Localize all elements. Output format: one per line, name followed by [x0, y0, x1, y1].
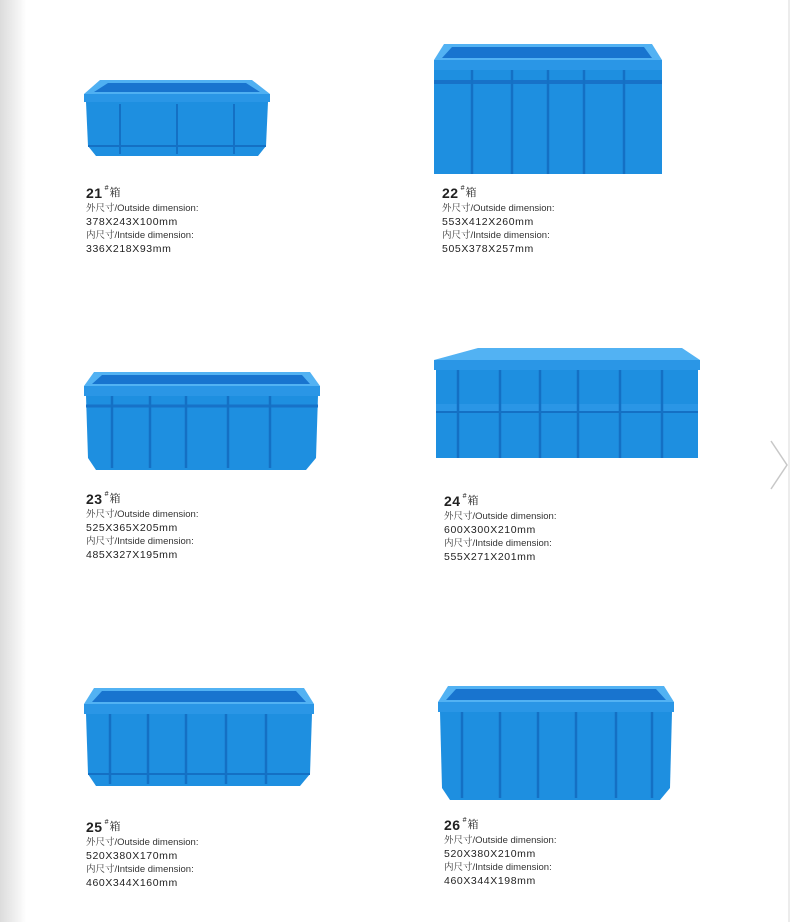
number-sign: # — [462, 817, 467, 824]
product-number: 21 — [86, 185, 103, 201]
product-number: 23 — [86, 491, 103, 507]
number-sign: # — [104, 185, 109, 192]
number-sign: # — [104, 491, 109, 498]
product-number: 22 — [442, 185, 459, 201]
inside-dimension-label: 内尺寸/Intside dimension: — [444, 862, 552, 873]
product-spec-22 — [442, 186, 554, 258]
outside-dimension-label: 外尺寸/Outside dimension: — [444, 511, 557, 522]
product-number: 25 — [86, 819, 103, 835]
inside-dimension-label: 内尺寸/Intside dimension: — [86, 230, 194, 241]
inside-dimension-value: 505X378X257mm — [442, 242, 534, 255]
crate-image-25 — [80, 686, 318, 790]
product-kind: 箱 — [109, 493, 121, 505]
crate-image-22 — [430, 40, 666, 180]
inside-dimension-label: 内尺寸/Intside dimension: — [86, 864, 194, 875]
product-kind: 箱 — [467, 819, 479, 831]
product-spec-21 — [86, 186, 198, 258]
product-number: 24 — [444, 493, 461, 509]
crate-image-26 — [434, 684, 678, 806]
product-kind: 箱 — [465, 187, 477, 199]
inside-dimension-value: 460X344X160mm — [86, 876, 178, 889]
outside-dimension-label: 外尺寸/Outside dimension: — [442, 203, 555, 214]
inside-dimension-label: 内尺寸/Intside dimension: — [86, 536, 194, 547]
outside-dimension-label: 外尺寸/Outside dimension: — [86, 203, 199, 214]
outside-dimension-value: 525X365X205mm — [86, 521, 178, 534]
inside-dimension-value: 460X344X198mm — [444, 874, 536, 887]
product-number: 26 — [444, 817, 461, 833]
chevron-right-icon[interactable] — [768, 438, 790, 492]
outside-dimension-label: 外尺寸/Outside dimension: — [444, 835, 557, 846]
product-kind: 箱 — [109, 187, 121, 199]
inside-dimension-value: 336X218X93mm — [86, 242, 172, 255]
inside-dimension-value: 555X271X201mm — [444, 550, 536, 563]
product-spec-25 — [86, 820, 198, 892]
number-sign: # — [460, 185, 465, 192]
inside-dimension-value: 485X327X195mm — [86, 548, 178, 561]
inside-dimension-label: 内尺寸/Intside dimension: — [444, 538, 552, 549]
product-spec-23 — [86, 492, 198, 564]
number-sign: # — [462, 493, 467, 500]
outside-dimension-label: 外尺寸/Outside dimension: — [86, 509, 199, 520]
crate-image-21 — [80, 76, 274, 166]
outside-dimension-label: 外尺寸/Outside dimension: — [86, 837, 199, 848]
outside-dimension-value: 553X412X260mm — [442, 215, 534, 228]
number-sign: # — [104, 819, 109, 826]
page-edge-shadow — [0, 0, 26, 922]
outside-dimension-value: 600X300X210mm — [444, 523, 536, 536]
crate-image-24 — [430, 346, 704, 464]
product-kind: 箱 — [467, 495, 479, 507]
outside-dimension-value: 520X380X170mm — [86, 849, 178, 862]
product-spec-26 — [444, 818, 556, 890]
outside-dimension-value: 378X243X100mm — [86, 215, 178, 228]
crate-image-23 — [80, 370, 324, 474]
inside-dimension-label: 内尺寸/Intside dimension: — [442, 230, 550, 241]
product-kind: 箱 — [109, 821, 121, 833]
outside-dimension-value: 520X380X210mm — [444, 847, 536, 860]
product-spec-24 — [444, 494, 556, 566]
